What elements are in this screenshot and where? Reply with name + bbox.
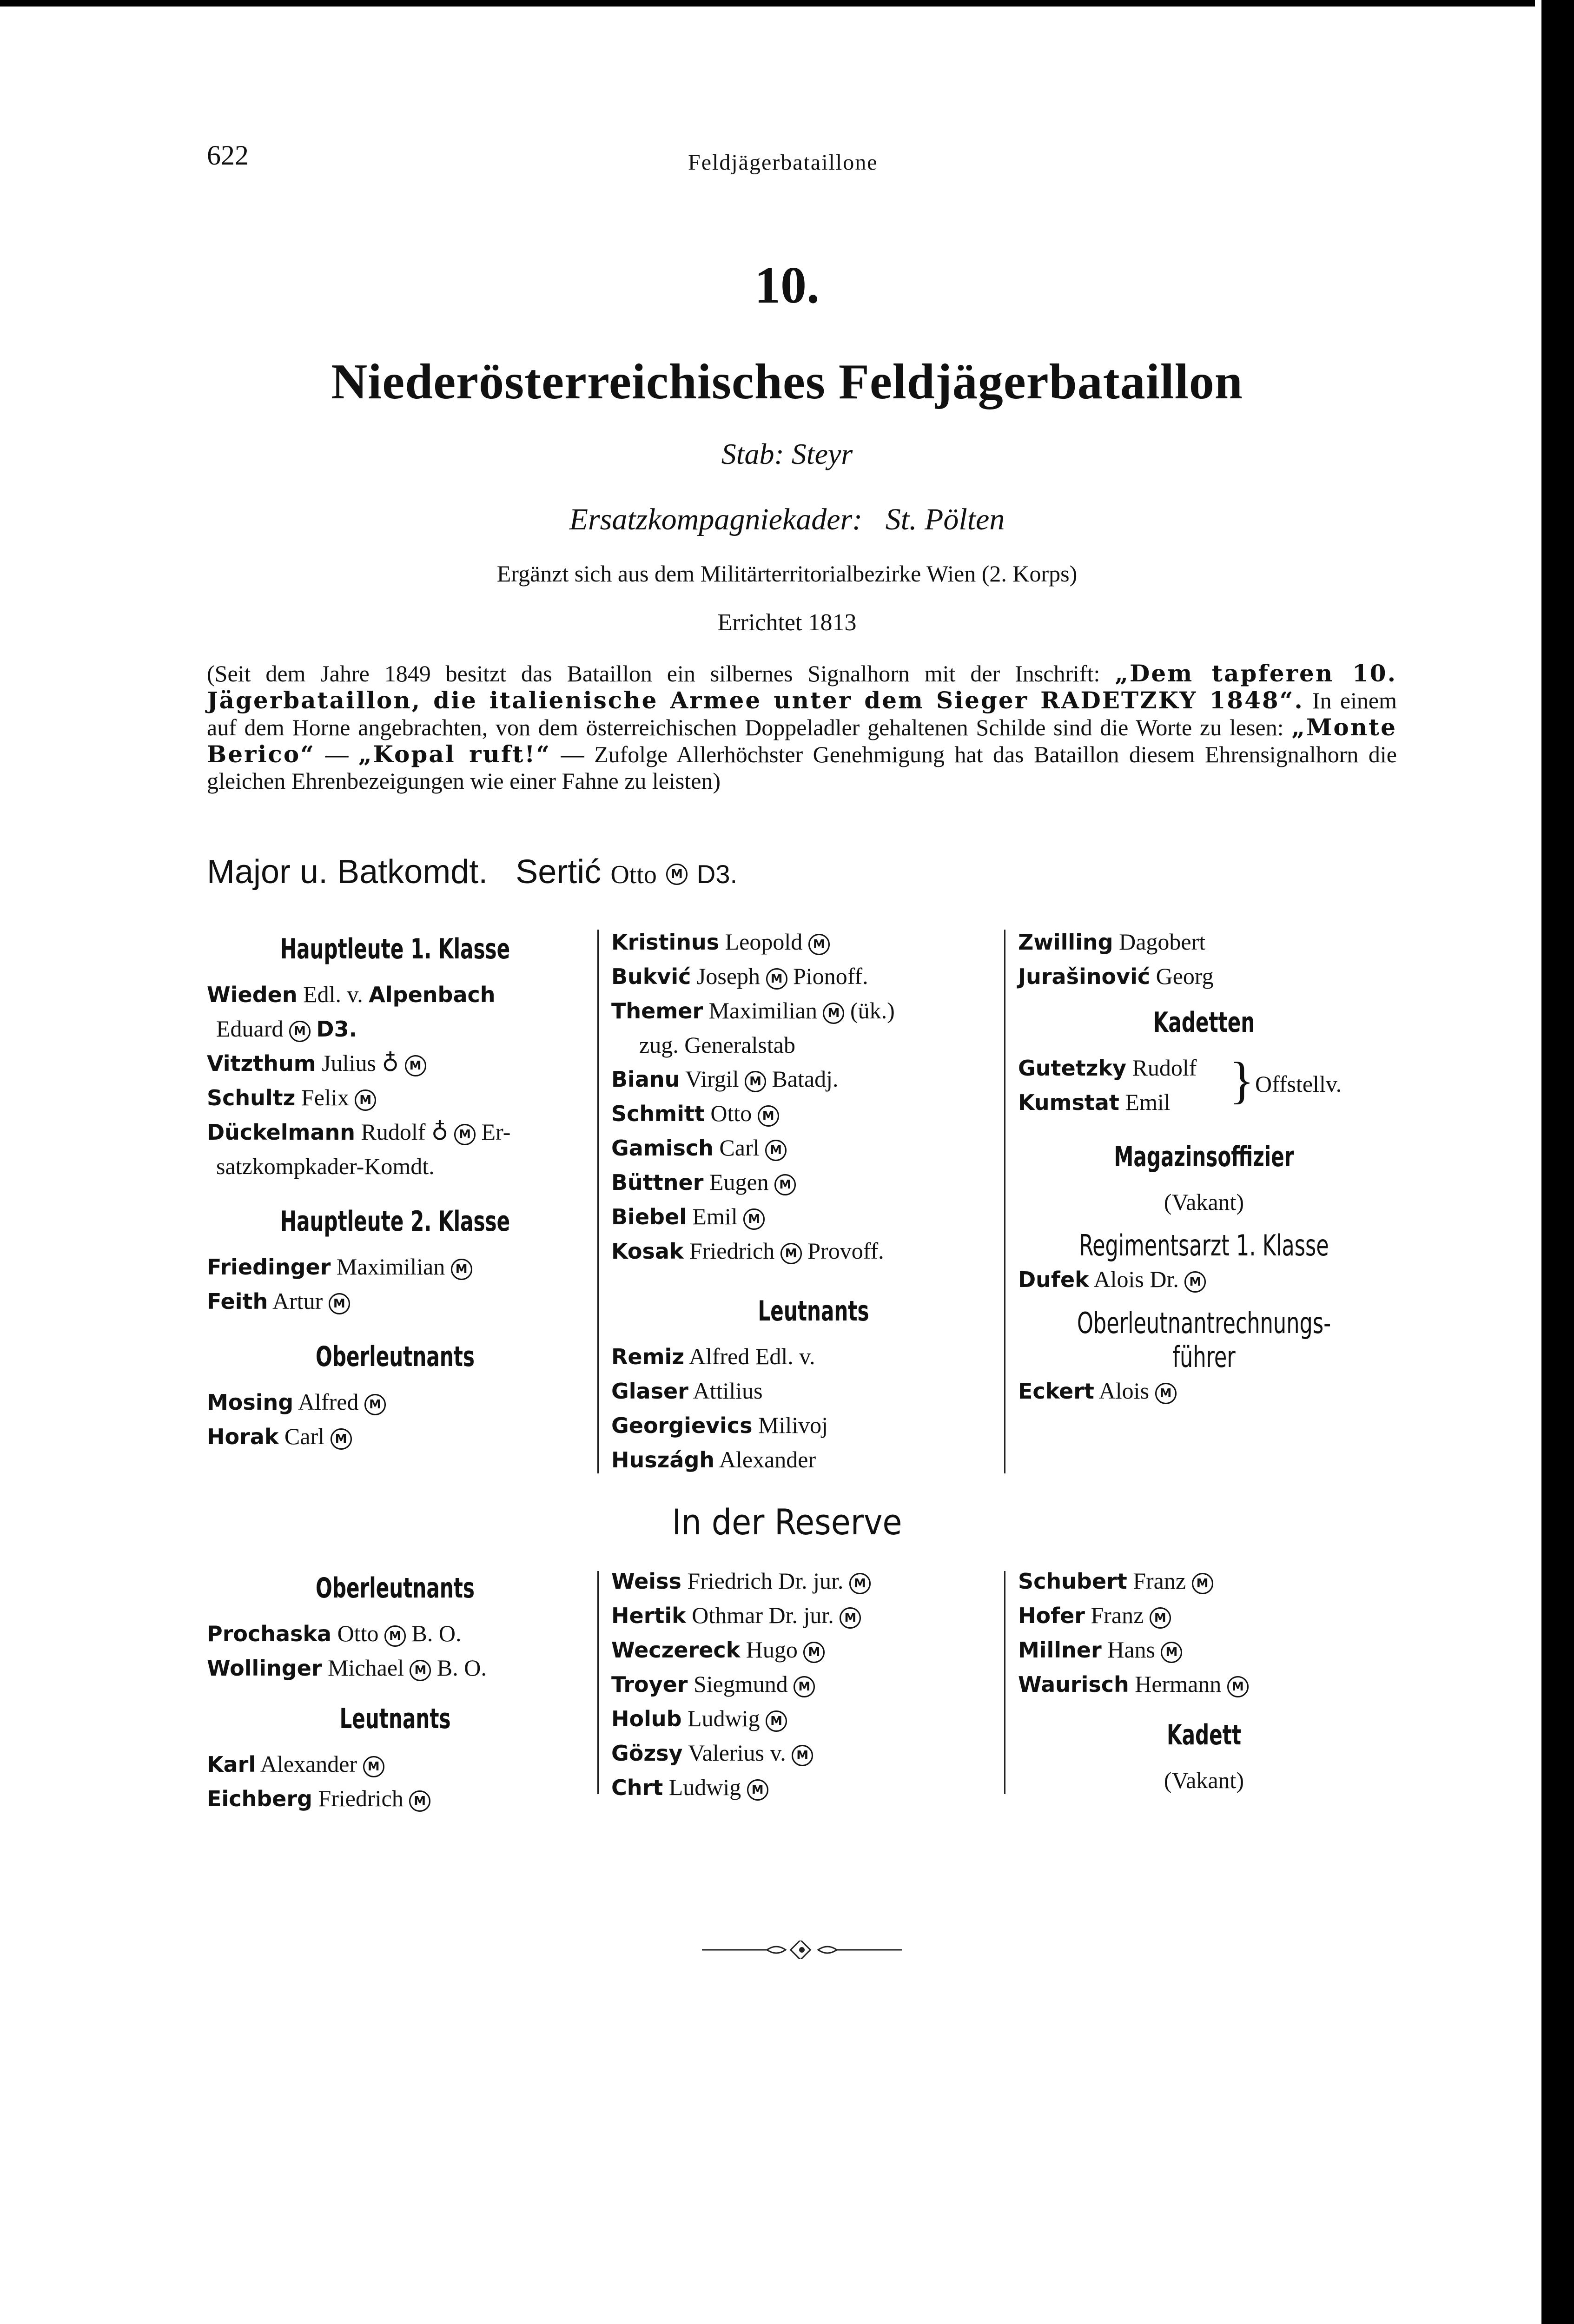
suffix: D3. — [316, 1017, 357, 1042]
given: Julius — [322, 1050, 376, 1076]
given: Alexander — [260, 1751, 357, 1777]
given: Franz — [1091, 1602, 1144, 1628]
medal-icon: M — [405, 1055, 426, 1076]
surname: Zwilling — [1018, 930, 1113, 955]
surname: Schubert — [1018, 1569, 1127, 1594]
list-item — [207, 1782, 583, 1816]
list-item — [207, 1284, 583, 1319]
para-text-3: — Zufolge Allerhöchster Genehmigung hat das Bataillon diesem Ehrensignalhorn die gleichen Ehrenbezeigungen wie einer Fahne zu leisten) — [207, 741, 1397, 794]
list-item — [207, 1250, 583, 1284]
medal-icon: M — [451, 1259, 472, 1280]
medal-icon: M — [765, 1140, 787, 1161]
surname: Hofer — [1018, 1603, 1085, 1628]
surname: Chrt — [611, 1775, 663, 1800]
surname: Büttner — [611, 1170, 704, 1195]
medal-icon: M — [410, 1660, 431, 1681]
running-head: Feldjägerbataillone — [688, 150, 878, 175]
medal-icon: M — [1227, 1676, 1249, 1697]
ersatz-line: Ersatzkompagniekader: St. Pölten — [569, 502, 1005, 536]
given: Franz — [1133, 1568, 1186, 1594]
list-item — [611, 1131, 1016, 1165]
commander-surname: Sertić — [516, 853, 602, 891]
surname: Gözsy — [611, 1741, 683, 1766]
given: Felix — [301, 1084, 349, 1110]
commander-suffix: D3. — [696, 859, 738, 889]
list-item — [1018, 1633, 1390, 1667]
heading-rechnungsfuehrer: Oberleutnantrechnungs- — [1077, 1306, 1331, 1340]
note: zug. Generalstab — [639, 1032, 795, 1058]
medal-icon: M — [454, 1124, 476, 1145]
medal-icon: M — [743, 1208, 765, 1230]
list-item — [207, 1385, 583, 1419]
heading-regimentsarzt: Regimentsarzt 1. Klasse — [1079, 1228, 1329, 1262]
medal-icon: M — [409, 1790, 430, 1812]
medal-icon: M — [803, 1642, 825, 1663]
heading-magazinsoffizier: Magazinsoffizier — [1114, 1141, 1294, 1173]
list-item — [611, 1770, 1002, 1805]
list-item — [1018, 959, 1390, 994]
page-title: Niederösterreichisches Feldjägerbataillon — [331, 354, 1243, 409]
surname: Kumstat — [1018, 1090, 1119, 1115]
note: satzkompkader-Komdt. — [216, 1153, 435, 1179]
list-item — [611, 1408, 1016, 1443]
list-item — [207, 1651, 583, 1685]
list-item — [611, 1736, 1002, 1770]
column-rule-3 — [597, 1571, 599, 1794]
list-item — [1018, 925, 1390, 959]
errichtet-line: Errichtet 1813 — [717, 609, 857, 636]
medal-icon: M — [329, 1293, 350, 1314]
given: Emil — [692, 1203, 738, 1229]
para-text-1: (Seit dem Jahre 1849 besitzt das Bataillon ein silbernes Signalhorn mit der Inschrift: — [207, 660, 1100, 687]
scan-edge-right — [1541, 0, 1574, 2324]
surname: Hertik — [611, 1603, 686, 1628]
surname: Millner — [1018, 1637, 1102, 1663]
given: Otto — [337, 1620, 379, 1646]
vakant: (Vakant) — [1164, 1189, 1244, 1215]
surname: Bukvić — [611, 964, 691, 989]
surname: Dückelmann — [207, 1120, 355, 1145]
reserve-column-1 — [207, 1564, 583, 1816]
given: Leopold — [725, 929, 803, 955]
ergaenzt-line: Ergänzt sich aus dem Militärterritorialbezirke Wien (2. Korps) — [496, 561, 1078, 587]
medal-icon: M — [794, 1676, 815, 1697]
surname: Karl — [207, 1752, 256, 1777]
given: Dagobert — [1119, 929, 1206, 955]
surname: Dufek — [1018, 1267, 1089, 1292]
reserve-column-2 — [611, 1564, 1002, 1805]
heading-kadetten: Kadetten — [1153, 1006, 1255, 1039]
list-item — [207, 1081, 583, 1115]
cross-icon: ♁ — [431, 1118, 449, 1145]
medal-icon: M — [745, 1071, 766, 1092]
given: Alfred — [298, 1389, 359, 1415]
medal-icon: M — [849, 1573, 871, 1594]
note: B. O. — [436, 1655, 487, 1681]
heading-oberleutnants: Oberleutnants — [316, 1572, 475, 1604]
medal-icon: M — [766, 1710, 787, 1732]
list-item — [207, 977, 583, 1012]
surname: Horak — [207, 1424, 279, 1449]
given: Hermann — [1135, 1671, 1222, 1697]
list-item — [611, 925, 1016, 959]
list-item — [1018, 1374, 1390, 1408]
surname: Schmitt — [611, 1101, 705, 1126]
list-item — [611, 1374, 1016, 1408]
list-item — [1018, 1262, 1390, 1297]
medal-icon: M — [355, 1089, 376, 1111]
surname: Friedinger — [207, 1254, 331, 1280]
surname: Waurisch — [1018, 1672, 1129, 1697]
medal-icon: M — [1192, 1573, 1213, 1594]
surname: Remiz — [611, 1344, 685, 1369]
medal-icon: M — [766, 968, 787, 990]
list-item — [1018, 1598, 1390, 1633]
column-3 — [1018, 925, 1390, 1408]
list-item — [1018, 1667, 1390, 1702]
medal-icon: M — [747, 1779, 768, 1801]
given: Rudolf — [361, 1119, 426, 1145]
list-item — [207, 1046, 583, 1081]
surname: Schultz — [207, 1085, 296, 1110]
medal-icon: M — [758, 1105, 779, 1127]
list-item — [611, 1598, 1002, 1633]
list-item — [611, 959, 1016, 994]
surname: Huszágh — [611, 1447, 715, 1472]
page-number: 622 — [207, 140, 249, 171]
list-item — [611, 1096, 1016, 1131]
list-item — [611, 1200, 1016, 1234]
list-item — [207, 1617, 583, 1651]
list-item — [611, 1340, 1016, 1374]
note: Pionoff. — [793, 963, 868, 989]
medal-icon: M — [363, 1756, 384, 1777]
list-item — [611, 1702, 1002, 1736]
reserve-heading: In der Reserve — [672, 1501, 902, 1543]
given: Otto — [710, 1100, 752, 1126]
vakant: (Vakant) — [1164, 1767, 1244, 1793]
surname: Gutetzky — [1018, 1056, 1127, 1081]
given: Eduard — [216, 1016, 284, 1042]
section-number: 10. — [754, 257, 820, 314]
list-item — [611, 1564, 1002, 1598]
heading-hauptleute-1: Hauptleute 1. Klasse — [280, 933, 510, 965]
surname: Mosing — [207, 1390, 294, 1415]
surname: Glaser — [611, 1379, 688, 1404]
given: Hans — [1107, 1637, 1155, 1663]
medal-icon: M — [1161, 1642, 1182, 1663]
given: Artur — [272, 1288, 323, 1314]
heading-kadett: Kadett — [1166, 1719, 1241, 1751]
motto-2: „Kopal ruft!“ — [358, 740, 551, 768]
medal-icon: M — [1150, 1607, 1171, 1629]
kadetten-group — [1018, 1051, 1390, 1119]
list-item — [611, 1028, 1016, 1062]
medal-icon: M — [780, 1243, 802, 1264]
column-2 — [611, 925, 1016, 1477]
ornament-divider-icon — [702, 1941, 902, 1959]
given: Maximilian — [708, 997, 817, 1023]
list-item — [207, 1747, 583, 1782]
given: Milivoj — [758, 1412, 828, 1438]
given: Friedrich Dr. jur. — [687, 1568, 844, 1594]
cross-icon: ♁ — [382, 1050, 399, 1076]
given: Alois Dr. — [1093, 1266, 1179, 1292]
list-item — [207, 1419, 583, 1454]
given: Carl — [719, 1135, 760, 1161]
surname: Vitzthum — [207, 1051, 316, 1076]
surname: Georgievics — [611, 1413, 753, 1438]
commander-label: Major u. Batkomdt. — [207, 853, 488, 891]
given: Othmar Dr. jur. — [692, 1602, 834, 1628]
surname: Eichberg — [207, 1786, 312, 1811]
given: Alexander — [719, 1446, 816, 1472]
list-item — [611, 1443, 1016, 1477]
given: Siegmund — [693, 1671, 788, 1697]
list-item — [207, 1012, 583, 1046]
given: Ludwig — [688, 1705, 760, 1731]
surname: Biebel — [611, 1204, 687, 1229]
surname: Holub — [611, 1706, 682, 1731]
column-rule-4 — [1004, 1571, 1005, 1794]
list-item — [611, 994, 1016, 1028]
medal-icon: M — [792, 1745, 813, 1766]
given: Carl — [284, 1423, 325, 1449]
inscription-text: „Dem tapferen 10. Jägerbataillon, die italienische Armee unter dem Sieger RADETZKY 1848“. — [207, 660, 1397, 714]
given: Rudolf — [1132, 1055, 1197, 1081]
surname: Prochaska — [207, 1621, 332, 1646]
para-text-2: In einem auf dem Horne angebrachten, von dem österreichischen Doppeladler gehaltenen Schilde sind die Worte zu lesen: — [207, 687, 1397, 740]
given: Hugo — [746, 1637, 798, 1663]
medal-icon: M — [840, 1607, 861, 1629]
given: Friedrich — [318, 1785, 403, 1811]
note: Batadj. — [772, 1066, 839, 1092]
medal-icon: M — [1184, 1271, 1206, 1293]
surname: Feith — [207, 1289, 268, 1314]
heading-leutnants: Leutnants — [339, 1703, 451, 1735]
commander-given: Otto — [610, 860, 657, 889]
reserve-column-3 — [1018, 1564, 1390, 1797]
heading-oberleutnants: Oberleutnants — [316, 1340, 475, 1373]
para-dash: — — [315, 741, 358, 767]
given: Alfred Edl. v. — [688, 1343, 815, 1369]
medal-icon: M — [808, 934, 830, 955]
given: Michael — [328, 1655, 404, 1681]
given: Attilius — [693, 1378, 763, 1404]
medal-icon: M — [774, 1174, 796, 1195]
given: Friedrich — [689, 1238, 775, 1264]
medal-icon: M — [823, 1003, 844, 1024]
given: Valerius v. — [688, 1740, 786, 1766]
given: Virgil — [685, 1066, 739, 1092]
scan-edge-top — [0, 0, 1543, 7]
surname: Jurašinović — [1018, 964, 1151, 989]
surname: Bianu — [611, 1067, 680, 1092]
given: Eugen — [709, 1169, 769, 1195]
list-item — [207, 1149, 583, 1183]
surname: Themer — [611, 998, 703, 1023]
surname: Weczereck — [611, 1637, 741, 1663]
medal-icon: M — [289, 1021, 311, 1042]
medal-icon: M — [331, 1428, 352, 1450]
medal-icon: M — [666, 864, 688, 885]
list-item — [1018, 1564, 1390, 1598]
given: Georg — [1156, 963, 1214, 989]
medal-icon: M — [384, 1625, 406, 1647]
list-item — [611, 1165, 1016, 1200]
surname: Wieden — [207, 982, 298, 1007]
surname: Kristinus — [611, 930, 720, 955]
column-rule-1 — [597, 930, 599, 1473]
list-item — [207, 1115, 583, 1149]
list-item — [611, 1633, 1002, 1667]
surname: Kosak — [611, 1239, 684, 1264]
brace-icon: } — [1230, 1052, 1254, 1109]
surname: Gamisch — [611, 1136, 714, 1161]
surname: Wollinger — [207, 1656, 322, 1681]
heading-rechnungsfuehrer-cont: führer — [1172, 1340, 1236, 1374]
note: Er- — [481, 1119, 511, 1145]
medal-icon: M — [364, 1394, 386, 1415]
heading-hauptleute-2: Hauptleute 2. Klasse — [280, 1205, 510, 1238]
surname: Troyer — [611, 1672, 688, 1697]
surname: Weiss — [611, 1569, 681, 1594]
stab-line: Stab: Steyr — [721, 437, 853, 470]
given: Ludwig — [668, 1774, 741, 1800]
list-item — [611, 1234, 1016, 1268]
note: Provoff. — [807, 1238, 884, 1264]
given: Alois — [1098, 1378, 1150, 1404]
heading-leutnants: Leutnants — [758, 1295, 869, 1327]
commander-line — [207, 853, 737, 891]
scan-edge-gap — [1535, 0, 1541, 2324]
list-item — [611, 1667, 1002, 1702]
given: Joseph — [696, 963, 761, 989]
list-item — [611, 1062, 1016, 1096]
column-1 — [207, 925, 583, 1454]
surname: Eckert — [1018, 1379, 1094, 1404]
history-paragraph — [207, 660, 1397, 794]
surname-cont: Alpenbach — [369, 982, 496, 1007]
note: B. O. — [411, 1620, 462, 1646]
medal-icon: M — [1155, 1383, 1177, 1404]
given: Emil — [1125, 1089, 1171, 1115]
given: Maximilian — [336, 1254, 445, 1280]
given: Edl. v. — [303, 981, 363, 1007]
note: (ük.) — [850, 997, 895, 1023]
motto-1: „Monte Berico“ — [207, 713, 1397, 768]
offstellv-note: Offstellv. — [1255, 1071, 1342, 1097]
